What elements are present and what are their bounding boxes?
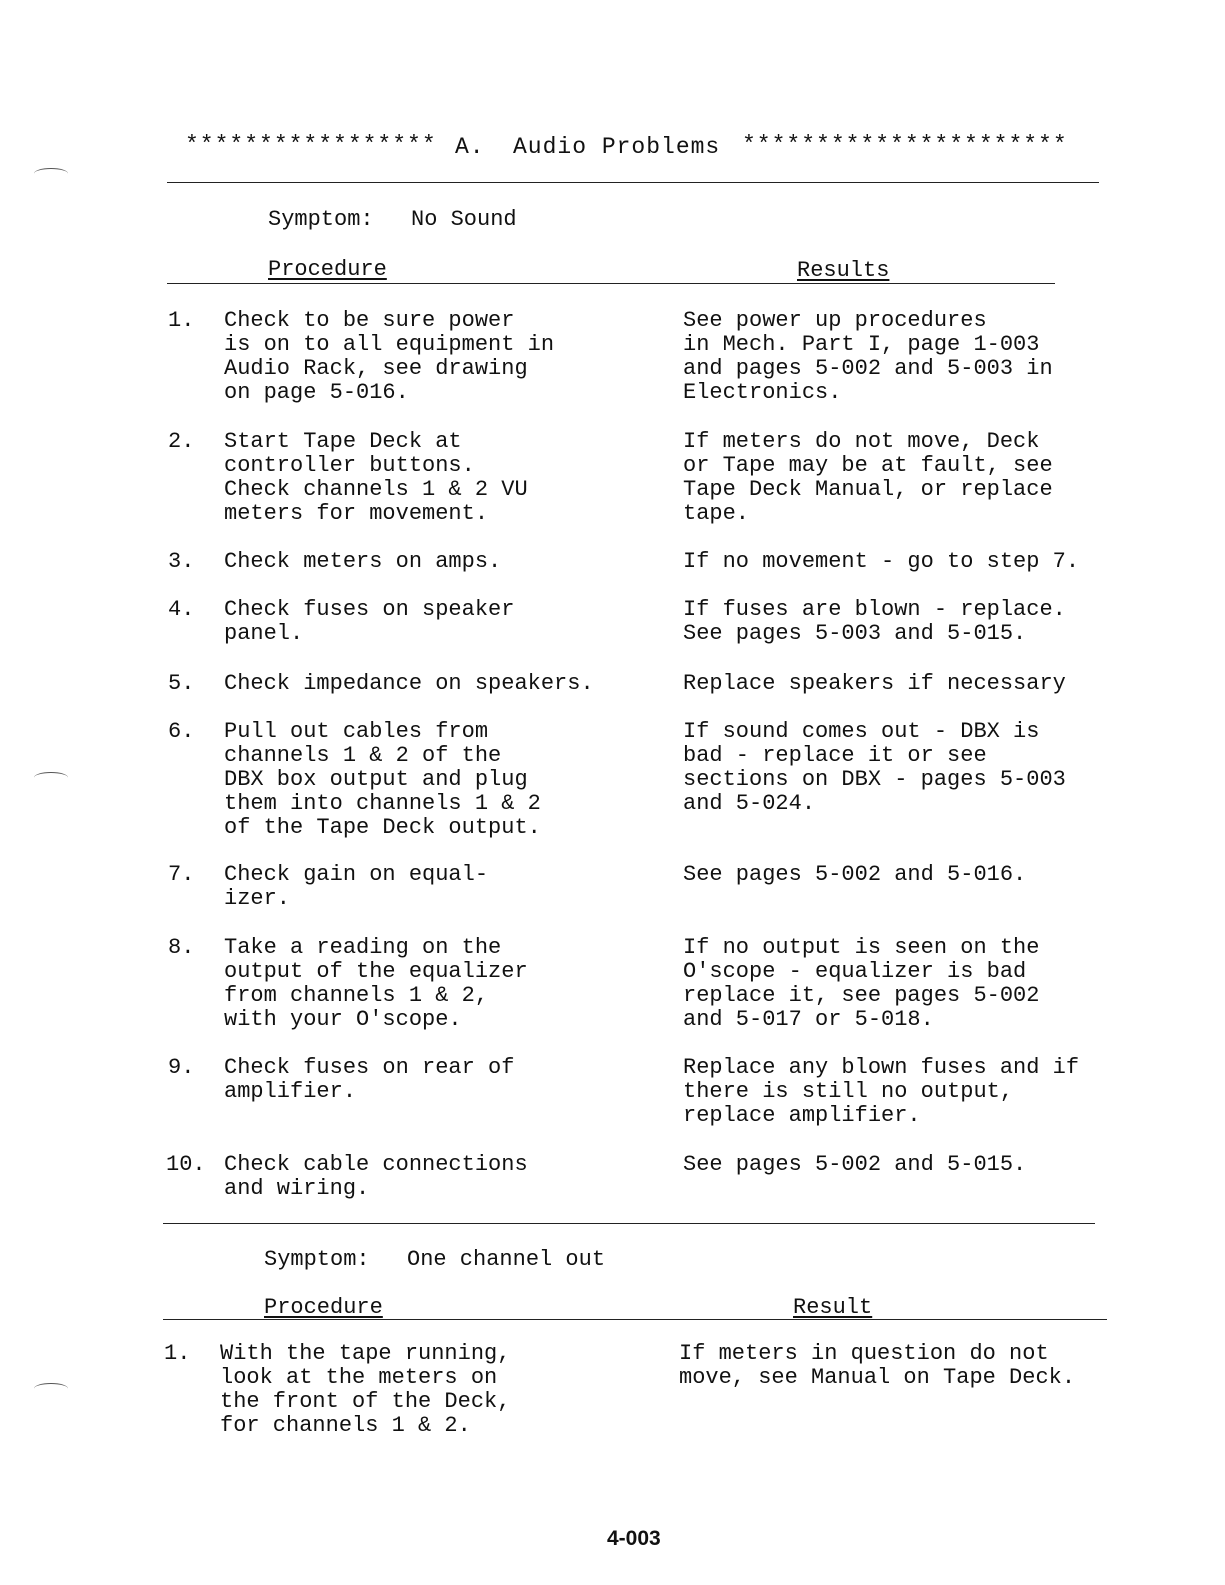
step-procedure: Check impedance on speakers. — [224, 671, 594, 696]
symptom-label: Symptom: — [264, 1247, 370, 1272]
header-stars-right: ********************** — [742, 132, 1068, 158]
step-procedure: With the tape running, look at the meters on the front of the Deck, for channels 1 & 2. — [220, 1341, 511, 1438]
section-title: Audio Problems — [513, 134, 721, 160]
result-column-header: Result — [793, 1295, 873, 1320]
header-stars-left: ***************** — [185, 132, 437, 158]
column-header-rule — [167, 283, 1055, 284]
step-procedure: Check to be sure power is on to all equipment in Audio Rack, see drawing on page 5-016. — [224, 308, 555, 405]
section-label: A. — [455, 134, 485, 160]
step-result: If no movement - go to step 7. — [683, 549, 1080, 574]
procedure-column-header: Procedure — [268, 257, 387, 282]
column-header-rule — [163, 1319, 1107, 1320]
section-divider — [163, 1223, 1095, 1224]
step-number: 1. — [168, 308, 195, 333]
step-result: Replace any blown fuses and if there is still no output, replace amplifier. — [683, 1055, 1080, 1128]
step-number: 1. — [164, 1341, 191, 1366]
results-column-header: Results — [797, 258, 890, 283]
page-number: 4-003 — [607, 1527, 661, 1550]
step-number: 4. — [168, 597, 195, 622]
step-result: See pages 5-002 and 5-015. — [683, 1152, 1027, 1177]
step-procedure: Start Tape Deck at controller buttons. Check channels 1 & 2 VU meters for movement. — [224, 429, 528, 526]
header-divider — [167, 182, 1099, 183]
symptom-label: Symptom: — [268, 207, 374, 232]
symptom-value: No Sound — [411, 207, 517, 232]
step-procedure: Check gain on equal- izer. — [224, 862, 489, 911]
symptom-value: One channel out — [407, 1247, 606, 1272]
step-number: 7. — [168, 862, 195, 887]
step-result: See pages 5-002 and 5-016. — [683, 862, 1027, 887]
step-number: 3. — [168, 549, 195, 574]
step-procedure: Check fuses on speaker panel. — [224, 597, 515, 646]
step-result: See power up procedures in Mech. Part I, page 1-003 and pages 5-002 and 5-003 in Electronics. — [683, 308, 1053, 405]
step-procedure: Take a reading on the output of the equalizer from channels 1 & 2, with your O'scope. — [224, 935, 528, 1032]
step-result: If no output is seen on the O'scope - equalizer is bad replace it, see pages 5-002 and 5-017 or 5-018. — [683, 935, 1040, 1032]
step-number: 9. — [168, 1055, 195, 1080]
step-result: If meters in question do not move, see Manual on Tape Deck. — [679, 1341, 1076, 1390]
margin-mark — [34, 772, 68, 783]
step-procedure: Check meters on amps. — [224, 549, 502, 574]
step-number: 2. — [168, 429, 195, 454]
procedure-column-header: Procedure — [264, 1295, 383, 1320]
step-number: 10. — [166, 1152, 206, 1177]
step-procedure: Check cable connections and wiring. — [224, 1152, 528, 1201]
step-result: If fuses are blown - replace. See pages 5-003 and 5-015. — [683, 597, 1066, 646]
step-procedure: Check fuses on rear of amplifier. — [224, 1055, 515, 1104]
margin-mark — [34, 1383, 68, 1394]
step-number: 8. — [168, 935, 195, 960]
step-number: 6. — [168, 719, 195, 744]
step-number: 5. — [168, 671, 195, 696]
step-result: If meters do not move, Deck or Tape may be at fault, see Tape Deck Manual, or replace tape. — [683, 429, 1053, 526]
margin-mark — [34, 168, 68, 179]
step-result: Replace speakers if necessary — [683, 671, 1066, 696]
step-procedure: Pull out cables from channels 1 & 2 of the DBX box output and plug them into channels 1 & 2 of the Tape Deck output. — [224, 719, 541, 840]
step-result: If sound comes out - DBX is bad - replace it or see sections on DBX - pages 5-003 and 5-024. — [683, 719, 1066, 816]
